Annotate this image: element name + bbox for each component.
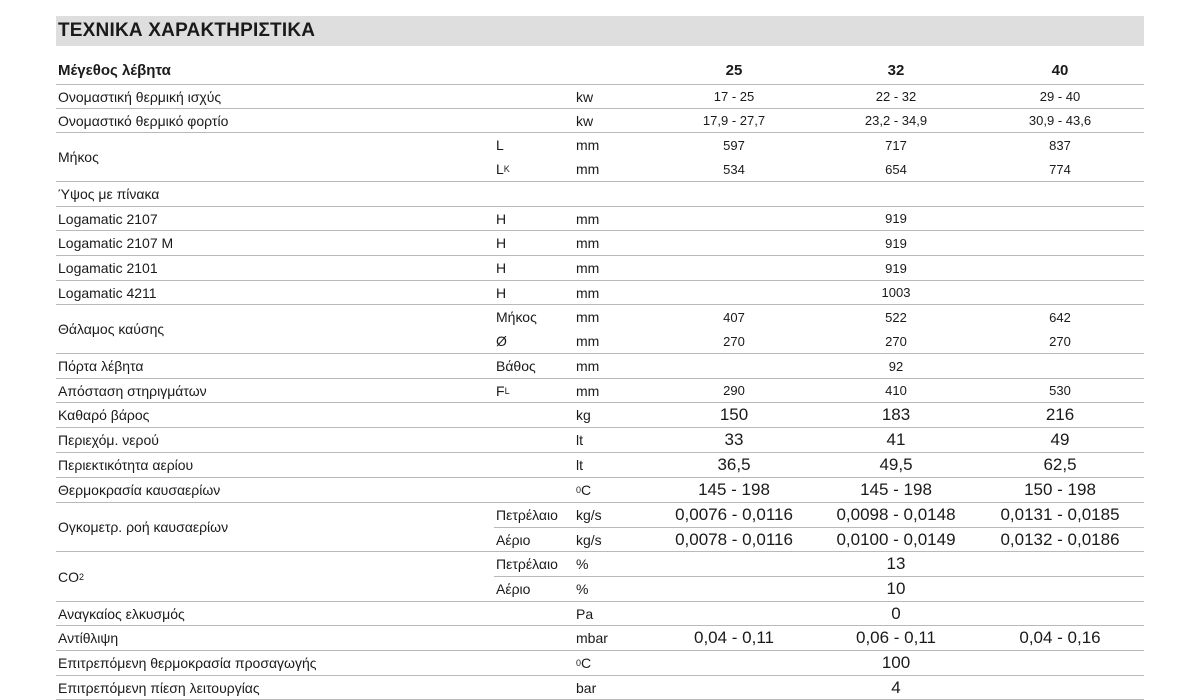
- row-value: 145 - 198: [860, 480, 932, 499]
- spec-table: [56, 56, 1144, 700]
- row-value: 530: [1049, 383, 1071, 398]
- row-sub: H: [496, 210, 507, 227]
- row-value: 0,04 - 0,16: [1019, 628, 1101, 647]
- row-label: Επιτρεπόμενη θερμοκρασία προσαγωγής: [58, 655, 317, 671]
- row-value: 919: [885, 260, 907, 276]
- row-value: 100: [881, 653, 911, 672]
- row-value: 919: [885, 211, 907, 226]
- row-label: Περιεχόμ. νερού: [58, 432, 159, 448]
- table-row: [56, 281, 1144, 305]
- row-value: 919: [885, 235, 907, 251]
- row-label: Logamatic 2107: [58, 210, 158, 227]
- row-sub: L K: [496, 161, 510, 177]
- title-bar: [56, 16, 1144, 46]
- row-value: 0,0100 - 0,0149: [836, 530, 956, 549]
- row-value: 183: [881, 405, 911, 424]
- row-label: Απόσταση στηριγμάτων: [58, 382, 207, 399]
- row-value: 270: [723, 333, 745, 349]
- row-sub: Αέριο: [496, 532, 531, 548]
- row-value: 270: [1049, 333, 1071, 349]
- sub-row: [494, 527, 1144, 552]
- row-value: 0: [891, 603, 901, 623]
- row-unit: bar: [576, 679, 597, 696]
- row-label: Logamatic 2107 M: [58, 235, 174, 251]
- row-unit: mm: [576, 137, 600, 153]
- row-label: Ονομαστική θερμική ισχύς: [58, 88, 222, 105]
- sub-row: [494, 133, 1144, 157]
- row-sub: Πετρέλαιο: [496, 507, 558, 523]
- row-unit: mm: [576, 235, 600, 251]
- sub-row: [494, 552, 1144, 576]
- table-row: [56, 403, 1144, 428]
- row-label: Ύψος με πίνακα: [58, 186, 160, 202]
- row-sub: F L: [496, 382, 510, 399]
- row-value: 0,0132 - 0,0186: [1000, 530, 1120, 549]
- table-row-group: [56, 305, 1144, 354]
- row-unit: Pa: [576, 605, 594, 622]
- row-sub: Ø: [496, 333, 507, 349]
- row-unit: lt: [576, 457, 583, 473]
- row-value: 774: [1049, 161, 1071, 177]
- row-value: 654: [885, 161, 907, 177]
- table-row: [56, 478, 1144, 503]
- header-size-25: 25: [725, 61, 743, 79]
- row-label: Καθαρό βάρος: [58, 407, 150, 423]
- row-value: 41: [886, 430, 906, 449]
- row-label: Logamatic 4211: [58, 284, 157, 301]
- row-value: 597: [723, 137, 745, 153]
- row-unit: mm: [576, 358, 600, 374]
- row-value: 49: [1050, 430, 1070, 449]
- row-label: Θάλαμος καύσης: [58, 321, 165, 337]
- row-label: Αντίθλιψη: [58, 630, 119, 646]
- row-value: 30,9 - 43,6: [1028, 113, 1092, 128]
- row-label: Πόρτα λέβητα: [58, 358, 144, 374]
- row-unit: mm: [576, 210, 600, 227]
- row-unit: mm: [576, 333, 600, 349]
- header-label: Μέγεθος λέβητα: [58, 61, 171, 79]
- row-value: 23,2 - 34,9: [864, 113, 928, 128]
- row-value: 837: [1049, 137, 1071, 153]
- row-value: 717: [885, 137, 907, 153]
- row-value: 10: [886, 579, 906, 598]
- table-row: [56, 109, 1144, 133]
- table-row: [56, 231, 1144, 256]
- row-sub: Πετρέλαιο: [496, 556, 558, 572]
- row-label: Επιτρεπόμενη πίεση λειτουργίας: [58, 679, 260, 696]
- row-value: 642: [1049, 309, 1071, 325]
- row-value: 290: [723, 383, 745, 398]
- row-value: 410: [885, 383, 907, 398]
- row-value: 0,0078 - 0,0116: [675, 530, 793, 549]
- row-value: 0,06 - 0,11: [855, 628, 937, 647]
- table-row: [56, 651, 1144, 676]
- header-size-32: 32: [887, 61, 905, 79]
- table-row: [56, 256, 1144, 281]
- row-unit: %: [576, 581, 589, 597]
- row-sub: L: [496, 137, 504, 153]
- table-row: [56, 85, 1144, 109]
- table-row: [56, 602, 1144, 626]
- row-value: 29 - 40: [1039, 89, 1081, 104]
- row-unit: 0 C: [576, 655, 592, 671]
- table-row: [56, 354, 1144, 379]
- row-label: Logamatic 2101: [58, 260, 158, 276]
- table-row-group: [56, 133, 1144, 182]
- row-value: 216: [1045, 405, 1075, 424]
- row-unit: kg/s: [576, 532, 602, 548]
- table-header-row: [56, 56, 1144, 85]
- header-size-40: 40: [1051, 61, 1069, 79]
- row-label: Αναγκαίος ελκυσμός: [58, 605, 185, 622]
- page-title: ΤΕΧΝΙΚΑ ΧΑΡΑΚΤΗΡΙΣΤΙΚΑ: [58, 20, 316, 41]
- row-label: Ογκομετρ. ροή καυσαερίων: [58, 519, 229, 535]
- sub-row: [494, 576, 1144, 601]
- row-unit: mm: [576, 260, 600, 276]
- row-sub: H: [496, 284, 507, 301]
- row-value: 13: [886, 554, 906, 573]
- row-value: 22 - 32: [875, 89, 917, 104]
- row-value: 150 - 198: [1024, 480, 1096, 499]
- row-label: Μήκος: [58, 149, 99, 165]
- sub-row: [494, 503, 1144, 527]
- row-value: 17,9 - 27,7: [702, 113, 766, 128]
- row-value: 4: [891, 677, 901, 697]
- row-value: 62,5: [1043, 455, 1077, 474]
- sub-row: [494, 157, 1144, 181]
- table-row: [56, 626, 1144, 651]
- table-row: [56, 428, 1144, 453]
- row-label: Περιεκτικότητα αερίου: [58, 457, 194, 473]
- table-row-group: [56, 552, 1144, 602]
- row-unit: %: [576, 556, 589, 572]
- row-unit: mm: [576, 284, 600, 301]
- row-value: 49,5: [879, 455, 913, 474]
- sub-row: [494, 305, 1144, 329]
- row-value: 145 - 198: [698, 480, 770, 499]
- row-unit: mm: [576, 309, 600, 325]
- row-unit: mm: [576, 382, 600, 399]
- sub-row: [494, 329, 1144, 353]
- row-value: 1003: [881, 285, 911, 300]
- row-value: 17 - 25: [713, 89, 755, 104]
- row-sub: Βάθος: [496, 358, 536, 374]
- row-value: 0,0076 - 0,0116: [675, 505, 793, 524]
- table-row: [56, 379, 1144, 403]
- row-value: 92: [888, 358, 904, 374]
- row-value: 33: [724, 430, 744, 449]
- row-label: CO 2: [58, 568, 85, 585]
- row-unit: kg/s: [576, 507, 602, 523]
- table-row: [56, 453, 1144, 478]
- row-value: 150: [719, 405, 749, 424]
- row-value: 270: [885, 333, 907, 349]
- row-unit: 0 C: [576, 482, 592, 498]
- table-row-group: [56, 503, 1144, 552]
- row-sub: Αέριο: [496, 581, 531, 597]
- row-value: 407: [723, 309, 745, 325]
- row-value: 0,0098 - 0,0148: [836, 505, 956, 524]
- row-value: 36,5: [717, 455, 751, 474]
- row-unit: kw: [576, 88, 594, 105]
- table-row: [56, 182, 1144, 207]
- row-value: 0,04 - 0,11: [693, 628, 775, 647]
- row-value: 522: [885, 309, 907, 325]
- row-value: 534: [723, 161, 745, 177]
- row-sub: H: [496, 260, 507, 276]
- row-label: Θερμοκρασία καυσαερίων: [58, 482, 221, 498]
- table-row: [56, 207, 1144, 231]
- row-unit: lt: [576, 432, 583, 448]
- row-unit: kw: [576, 112, 594, 129]
- row-sub: Μήκος: [496, 309, 537, 325]
- row-label: Ονομαστικό θερμικό φορτίο: [58, 112, 229, 129]
- row-sub: H: [496, 235, 507, 251]
- row-unit: kg: [576, 407, 591, 423]
- row-unit: mbar: [576, 630, 608, 646]
- row-value: 0,0131 - 0,0185: [1000, 505, 1120, 524]
- table-row: [56, 676, 1144, 700]
- row-unit: mm: [576, 161, 600, 177]
